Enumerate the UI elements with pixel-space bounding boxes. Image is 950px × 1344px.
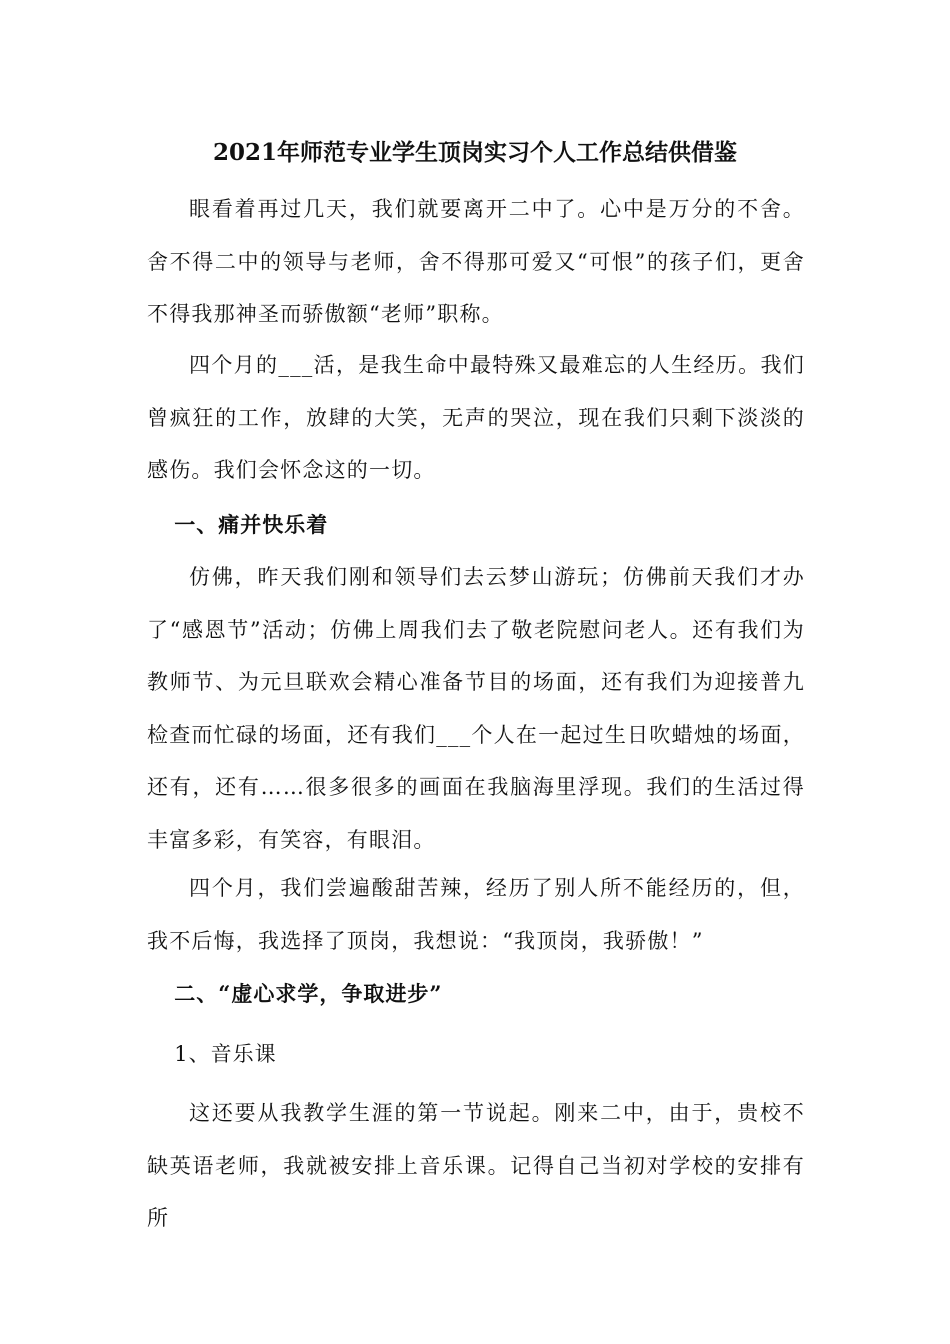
paragraph-teaching-start: 这还要从我教学生涯的第一节说起。刚来二中，由于，贵校不缺英语老师，我就被安排上音乐课。记得自己当初对学校的安排有所 xyxy=(147,1101,805,1230)
paragraph-memories: 仿佛，昨天我们刚和领导们去云梦山游玩；仿佛前天我们才办了“感恩节”活动；仿佛上周我们去了敬老院慰问老人。还有我们为教师节、为元旦联欢会精心准备节目的场面，还有我们为迎接普九检查而忙碌的场面，还有我们___个人在一起过生日吹蜡烛的场面，还有，还有……很多很多的画面在我脑海里浮现。我们的生活过得丰富多彩，有笑容，有眼泪。 xyxy=(147,565,805,852)
section-heading-2: 二、“虚心求学，争取进步” xyxy=(174,981,443,1006)
subheading-music-class: 1、音乐课 xyxy=(174,1042,277,1066)
paragraph-no-regret: 四个月，我们尝遍酸甜苦辣，经历了别人所不能经历的，但，我不后悔，我选择了顶岗，我想说：“我顶岗，我骄傲！” xyxy=(147,876,805,953)
paragraph-four-months: 四个月的___活，是我生命中最特殊又最难忘的人生经历。我们曾疯狂的工作，放肆的大笑，无声的哭泣，现在我们只剩下淡淡的感伤。我们会怀念这的一切。 xyxy=(147,353,805,482)
paragraph-intro: 眼看着再过几天，我们就要离开二中了。心中是万分的不舍。舍不得二中的领导与老师，舍不得那可爱又“可恨”的孩子们，更舍不得我那神圣而骄傲额“老师”职称。 xyxy=(147,197,805,326)
section-heading-1: 一、痛并快乐着 xyxy=(174,512,329,537)
document-title: 2021年师范专业学生顶岗实习个人工作总结供借鉴 xyxy=(212,139,737,166)
